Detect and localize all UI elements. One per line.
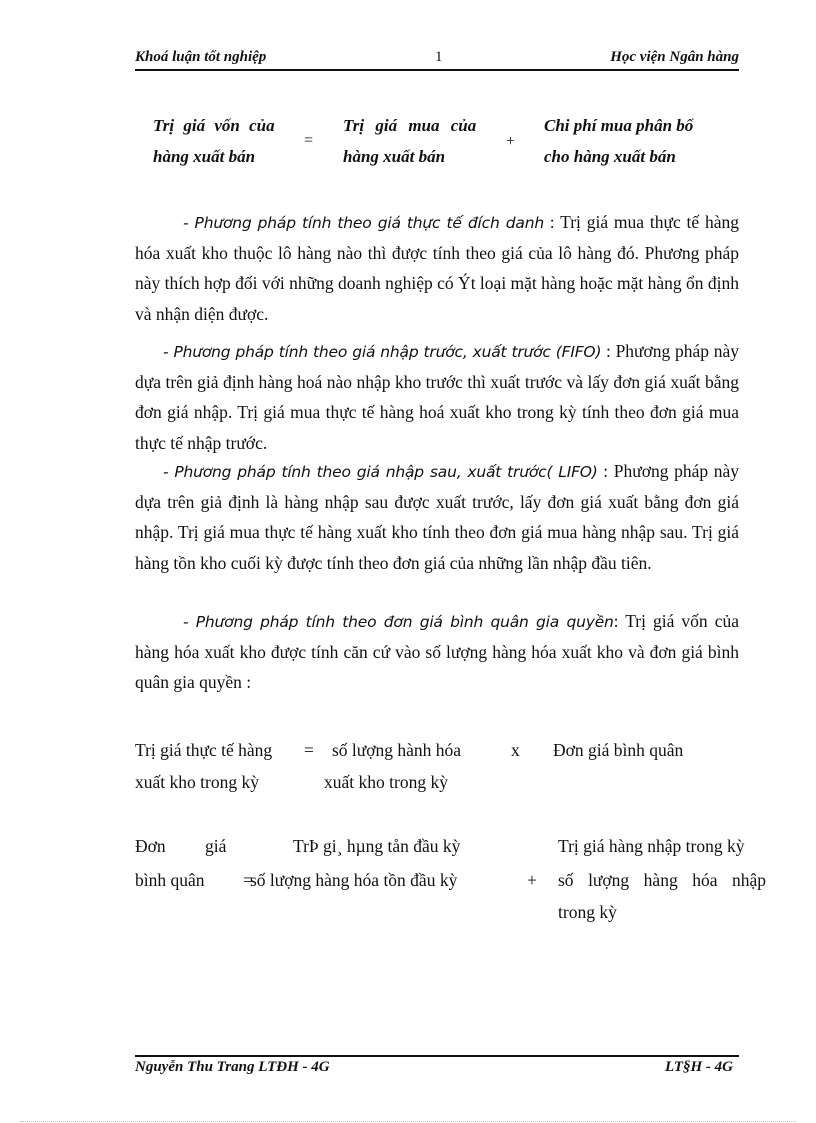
page-bottom-border: [20, 1121, 796, 1122]
formula3-term1-denominator: số lượng hàng hóa tồn đầu kỳ: [250, 870, 458, 890]
formula2-lhs-line2: xuất kho trong kỳ: [135, 772, 259, 792]
method-title: - Phương pháp tính theo giá nhập trước, xuất trước (FIFO): [163, 343, 602, 361]
footer-author: Nguyễn Thu Trang LTĐH - 4G: [135, 1059, 330, 1075]
formula3-term2-line2: số lượng hàng hóa nhập: [558, 870, 766, 890]
method-description: : Phương pháp này dựa trên giả định là hàng nhập sau được xuất trước, lấy đơn giá xuất bằng đơn giá nhập. Trị giá mua thực tế hàng xuất kho tính theo đơn giá mua hàng nhập sau. Trị giá hàng tồn kho cuối kỳ được tính theo đơn giá của những lần nhập đầu tiên.: [135, 461, 739, 573]
formula1-term2-line1: Chi phí mua phân bổ: [544, 116, 694, 135]
page-number: 1: [435, 49, 443, 65]
footer-divider: [135, 1055, 739, 1057]
formula3-lhs-word1: Đơn: [135, 836, 166, 856]
method-title: - Phương pháp tính theo giá thực tế đích danh: [183, 214, 544, 232]
formula3-term1-numerator: TrÞ gi¸ hµng tån đầu kỳ: [293, 836, 461, 856]
footer-class-code: LT§H - 4G: [664, 1059, 733, 1075]
page-header: [135, 49, 739, 69]
header-divider: [135, 69, 739, 71]
header-thesis-label: Khoá luận tốt nghiệp: [135, 49, 267, 65]
paragraph-specific-identification: [135, 207, 739, 329]
formula1-equals: =: [304, 132, 314, 149]
formula3-term2-line1: Trị giá hàng nhập trong kỳ: [558, 836, 745, 856]
header-institution: Học viện Ngân hàng: [610, 49, 739, 65]
formula1-plus: +: [506, 133, 516, 150]
formula3-plus: +: [527, 870, 537, 890]
formula3-lhs-word2: giá: [205, 836, 227, 856]
formula3-equals: =: [243, 870, 253, 890]
method-title: - Phương pháp tính theo giá nhập sau, xuất trước( LIFO): [163, 463, 598, 481]
method-description: : Trị giá vốn của hàng hóa xuất kho được tính căn cứ vào số lượng hàng hóa xuất kho và đơn giá bình quân gia quyền :: [135, 611, 739, 693]
formula3-lhs-line2: bình quân: [135, 870, 205, 890]
formula2-times: x: [511, 740, 520, 760]
method-description: : Trị giá mua thực tế hàng hóa xuất kho thuộc lô hàng nào thì được tính theo giá của lô hàng đó. Phương pháp này thích hợp đối với những doanh nghiệp có Ýt loại mặt hàng hoặc mặt hàng ổn định và nhận diện được.: [135, 212, 739, 324]
formula1-term1-line1: Trị giá mua của: [343, 116, 477, 135]
paragraph-lifo: [135, 456, 739, 578]
method-title: - Phương pháp tính theo đơn giá bình quân gia quyền: [183, 613, 614, 631]
formula2-term2: Đơn giá bình quân: [553, 740, 684, 760]
formula1-lhs-line1: Trị giá vốn của: [153, 116, 275, 135]
paragraph-fifo: [135, 336, 739, 458]
paragraph-weighted-average: [135, 606, 739, 698]
formula2-term1-line2: xuất kho trong kỳ: [324, 772, 448, 792]
formula2-lhs-line1: Trị giá thực tế hàng: [135, 740, 273, 760]
formula1-term2-line2: cho hàng xuất bán: [544, 147, 676, 166]
formula1-term1-line2: hàng xuất bán: [343, 147, 446, 166]
formula2-equals: =: [304, 740, 314, 760]
formula1-lhs-line2: hàng xuất bán: [153, 147, 256, 166]
formula2-term1-line1: số lượng hành hóa: [332, 740, 462, 760]
formula3-term2-line3: trong kỳ: [558, 902, 617, 922]
method-description: : Phương pháp này dựa trên giả định hàng hoá nào nhập kho trước thì xuất trước và lấy đơn giá xuất bằng đơn giá nhập. Trị giá mua thực tế hàng hoá xuất kho trong kỳ tính theo đơn giá mua thực tế nhập trước.: [135, 341, 740, 453]
